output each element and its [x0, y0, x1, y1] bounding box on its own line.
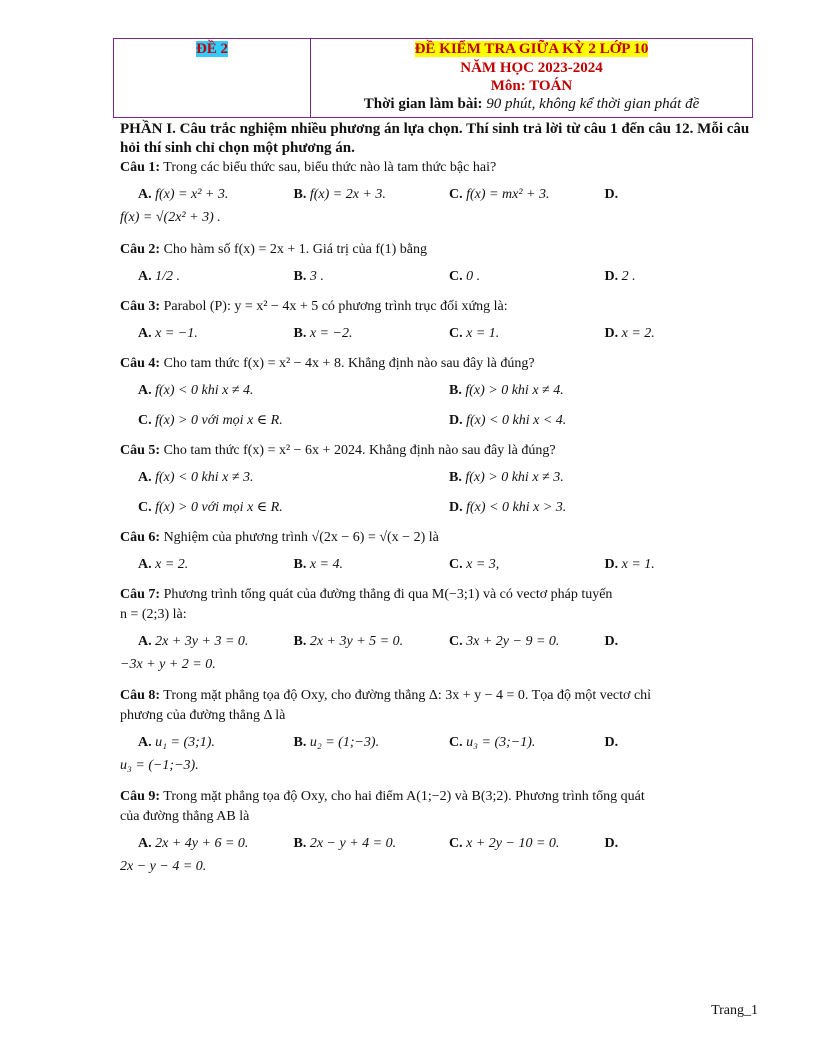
- option-b[interactable]: [294, 631, 450, 653]
- option-d-continued: −3x + y + 2 = 0.: [120, 657, 216, 672]
- option-b[interactable]: [294, 266, 450, 288]
- question-label: Câu 5:: [120, 443, 161, 458]
- option-text: 2 .: [618, 269, 636, 284]
- option-b[interactable]: [449, 380, 760, 402]
- option-b[interactable]: [294, 184, 450, 206]
- exam-year: NĂM HỌC 2023-2024: [460, 60, 603, 76]
- option-text: 2x + 3y + 5 = 0.: [306, 634, 404, 649]
- option-d[interactable]: [605, 631, 761, 653]
- options-row: [120, 631, 760, 653]
- option-d[interactable]: [605, 554, 761, 576]
- options-row: [120, 554, 760, 576]
- option-letter: C.: [449, 634, 463, 649]
- options-row: [120, 467, 760, 489]
- question-8: [120, 686, 760, 787]
- option-c[interactable]: [138, 497, 449, 519]
- option-b[interactable]: [294, 323, 450, 345]
- option-d[interactable]: [605, 266, 761, 288]
- option-text: f(x) > 0 khi x ≠ 3.: [461, 470, 564, 485]
- question-9: [120, 787, 760, 888]
- option-letter: D.: [604, 269, 619, 284]
- option-d[interactable]: [605, 323, 761, 345]
- option-letter: B.: [293, 187, 307, 202]
- option-d-continued: f(x) = √(2x² + 3) .: [120, 210, 221, 225]
- question-label: Câu 7:: [120, 587, 161, 602]
- option-b[interactable]: [294, 732, 450, 754]
- option-a[interactable]: [138, 631, 294, 653]
- option-d[interactable]: [605, 732, 761, 754]
- question-1: [120, 158, 760, 240]
- question-label: Câu 3:: [120, 299, 161, 314]
- question-label: Câu 8:: [120, 688, 161, 703]
- option-text: f(x) > 0 với mọi x ∈ R.: [151, 500, 283, 515]
- question-text: Trong mặt phẳng tọa độ Oxy, cho đường thẳng Δ: 3x + y − 4 = 0. Tọa độ một vectơ chỉ: [160, 688, 652, 703]
- question-stem: [120, 158, 760, 178]
- question-list: [120, 158, 760, 888]
- option-text: f(x) > 0 với mọi x ∈ R.: [151, 413, 283, 428]
- option-text: x = 1.: [462, 326, 500, 341]
- option-letter: D.: [604, 326, 619, 341]
- question-stem: [120, 240, 760, 260]
- option-letter: B.: [449, 383, 462, 398]
- option-d[interactable]: [605, 833, 761, 855]
- option-text: x + 2y − 10 = 0.: [462, 836, 560, 851]
- option-letter: C.: [138, 500, 152, 515]
- option-a[interactable]: [138, 467, 449, 489]
- question-text: Phương trình tổng quát của đường thẳng đi qua M(−3;1) và có vectơ pháp tuyến: [160, 587, 613, 602]
- question-5: [120, 441, 760, 528]
- option-a[interactable]: [138, 732, 294, 754]
- option-text: f(x) < 0 khi x ≠ 3.: [151, 470, 254, 485]
- option-c[interactable]: [449, 266, 605, 288]
- question-7: [120, 585, 760, 686]
- question-text-cont: n = (2;3) là:: [120, 607, 187, 622]
- option-c[interactable]: [449, 184, 605, 206]
- part-heading: PHẦN I. Câu trắc nghiệm nhiều phương án lựa chọn. Thí sinh trả lời từ câu 1 đến câu 12. Mỗi câu hỏi thí sinh chỉ chọn một phương án.: [120, 121, 750, 156]
- option-text: x = 2.: [151, 557, 189, 572]
- question-text: Trong các biểu thức sau, biểu thức nào là tam thức bậc hai?: [160, 160, 497, 175]
- option-letter: B.: [293, 557, 307, 572]
- option-letter: A.: [138, 735, 152, 750]
- exam-title: ĐỀ KIỂM TRA GIỮA KỲ 2 LỚP 10: [414, 41, 649, 57]
- option-c[interactable]: [449, 833, 605, 855]
- exam-info-cell: [311, 39, 752, 117]
- option-a[interactable]: [138, 833, 294, 855]
- question-stem: [120, 528, 760, 548]
- option-a[interactable]: [138, 266, 294, 288]
- question-text: Nghiệm của phương trình √(2x − 6) = √(x − 2) là: [160, 530, 439, 545]
- question-stem: [120, 686, 760, 706]
- option-a[interactable]: [138, 380, 449, 402]
- question-stem: [120, 787, 760, 807]
- option-d[interactable]: [449, 410, 760, 432]
- option-letter: C.: [449, 326, 463, 341]
- option-text: x = 3,: [462, 557, 500, 572]
- question-2: [120, 240, 760, 297]
- option-b[interactable]: [449, 467, 760, 489]
- option-text: 3 .: [306, 269, 324, 284]
- option-letter: A.: [138, 269, 152, 284]
- option-letter: C.: [138, 413, 152, 428]
- option-text: x = 4.: [306, 557, 344, 572]
- page-footer: Trang_1: [711, 1003, 758, 1018]
- option-d-continued: 2x − y − 4 = 0.: [120, 859, 207, 874]
- option-text: u₁ = (3;1).: [151, 735, 215, 750]
- question-text: Cho hàm số f(x) = 2x + 1. Giá trị của f(1) bằng: [160, 242, 428, 257]
- option-letter: D.: [449, 500, 463, 515]
- question-6: [120, 528, 760, 585]
- question-label: Câu 1:: [120, 160, 161, 175]
- option-text: u₃ = (3;−1).: [462, 735, 536, 750]
- options-row: [120, 323, 760, 345]
- option-text: 2x + 3y + 3 = 0.: [151, 634, 249, 649]
- option-a[interactable]: [138, 184, 294, 206]
- option-letter: A.: [138, 187, 152, 202]
- option-text: f(x) = x² + 3.: [151, 187, 229, 202]
- option-letter: A.: [138, 634, 152, 649]
- question-stem: [120, 585, 760, 605]
- question-text: Parabol (P): y = x² − 4x + 5 có phương trình trục đối xứng là:: [160, 299, 508, 314]
- question-label: Câu 4:: [120, 356, 161, 371]
- option-letter: C.: [449, 735, 463, 750]
- question-label: Câu 9:: [120, 789, 161, 804]
- option-letter: A.: [138, 383, 152, 398]
- question-text: Cho tam thức f(x) = x² − 4x + 8. Khẳng định nào sau đây là đúng?: [160, 356, 535, 371]
- option-letter: B.: [293, 836, 307, 851]
- option-c[interactable]: [449, 631, 605, 653]
- exam-code-cell: [114, 39, 311, 117]
- question-text-cont: của đường thẳng AB là: [120, 809, 250, 824]
- option-text: u₂ = (1;−3).: [306, 735, 380, 750]
- exam-content: [120, 120, 760, 888]
- question-text: Trong mặt phẳng tọa độ Oxy, cho hai điểm A(1;−2) và B(3;2). Phương trình tổng quát: [160, 789, 645, 804]
- option-text: 0 .: [462, 269, 481, 284]
- options-row: [120, 410, 760, 432]
- question-label: Câu 2:: [120, 242, 161, 257]
- option-letter: B.: [293, 269, 307, 284]
- question-text-cont: phương của đường thẳng Δ là: [120, 708, 286, 723]
- option-d[interactable]: [605, 184, 761, 206]
- option-letter: B.: [293, 326, 307, 341]
- option-letter: A.: [138, 557, 152, 572]
- option-letter: A.: [138, 836, 152, 851]
- options-row: [120, 833, 760, 855]
- option-letter: D.: [604, 735, 619, 750]
- option-b[interactable]: [294, 833, 450, 855]
- option-letter: B.: [293, 634, 307, 649]
- option-text: 3x + 2y − 9 = 0.: [462, 634, 560, 649]
- exam-subject: Môn: TOÁN: [490, 78, 573, 94]
- option-text: 2x + 4y + 6 = 0.: [151, 836, 249, 851]
- options-row: [120, 380, 760, 402]
- exam-time: Thời gian làm bài: 90 phút, không kể thời gian phát đề: [363, 96, 700, 112]
- option-letter: A.: [138, 326, 152, 341]
- options-row: [120, 184, 760, 206]
- option-text: 1/2 .: [151, 269, 181, 284]
- option-letter: D.: [604, 634, 619, 649]
- option-letter: B.: [449, 470, 462, 485]
- option-text: f(x) < 0 khi x > 3.: [462, 500, 567, 515]
- option-letter: D.: [604, 836, 619, 851]
- option-letter: C.: [449, 836, 463, 851]
- option-text: x = −2.: [306, 326, 353, 341]
- question-3: [120, 297, 760, 354]
- option-letter: D.: [604, 187, 619, 202]
- option-letter: C.: [449, 269, 463, 284]
- question-4: [120, 354, 760, 441]
- options-row: [120, 497, 760, 519]
- question-label: Câu 6:: [120, 530, 161, 545]
- option-text: f(x) > 0 khi x ≠ 4.: [461, 383, 564, 398]
- option-text: 2x − y + 4 = 0.: [306, 836, 397, 851]
- option-text: f(x) < 0 khi x < 4.: [462, 413, 567, 428]
- option-b[interactable]: [294, 554, 450, 576]
- option-c[interactable]: [449, 323, 605, 345]
- option-text: f(x) < 0 khi x ≠ 4.: [151, 383, 254, 398]
- option-text: x = 1.: [618, 557, 655, 572]
- question-text: Cho tam thức f(x) = x² − 6x + 2024. Khẳng định nào sau đây là đúng?: [160, 443, 556, 458]
- option-text: f(x) = 2x + 3.: [306, 187, 386, 202]
- option-a[interactable]: [138, 323, 294, 345]
- option-text: x = −1.: [151, 326, 198, 341]
- option-letter: A.: [138, 470, 152, 485]
- option-c[interactable]: [449, 554, 605, 576]
- options-row: [120, 732, 760, 754]
- option-letter: C.: [449, 557, 463, 572]
- question-stem: [120, 297, 760, 317]
- option-letter: D.: [449, 413, 463, 428]
- question-stem: [120, 354, 760, 374]
- option-letter: D.: [604, 557, 619, 572]
- option-d-continued: u₃ = (−1;−3).: [120, 758, 199, 773]
- exam-header: [113, 38, 753, 118]
- option-text: x = 2.: [618, 326, 655, 341]
- option-text: f(x) = mx² + 3.: [462, 187, 550, 202]
- option-d[interactable]: [449, 497, 760, 519]
- option-letter: B.: [293, 735, 307, 750]
- option-letter: C.: [449, 187, 463, 202]
- question-stem: [120, 441, 760, 461]
- option-c[interactable]: [138, 410, 449, 432]
- option-a[interactable]: [138, 554, 294, 576]
- exam-code: ĐỀ 2: [195, 41, 229, 57]
- options-row: [120, 266, 760, 288]
- option-c[interactable]: [449, 732, 605, 754]
